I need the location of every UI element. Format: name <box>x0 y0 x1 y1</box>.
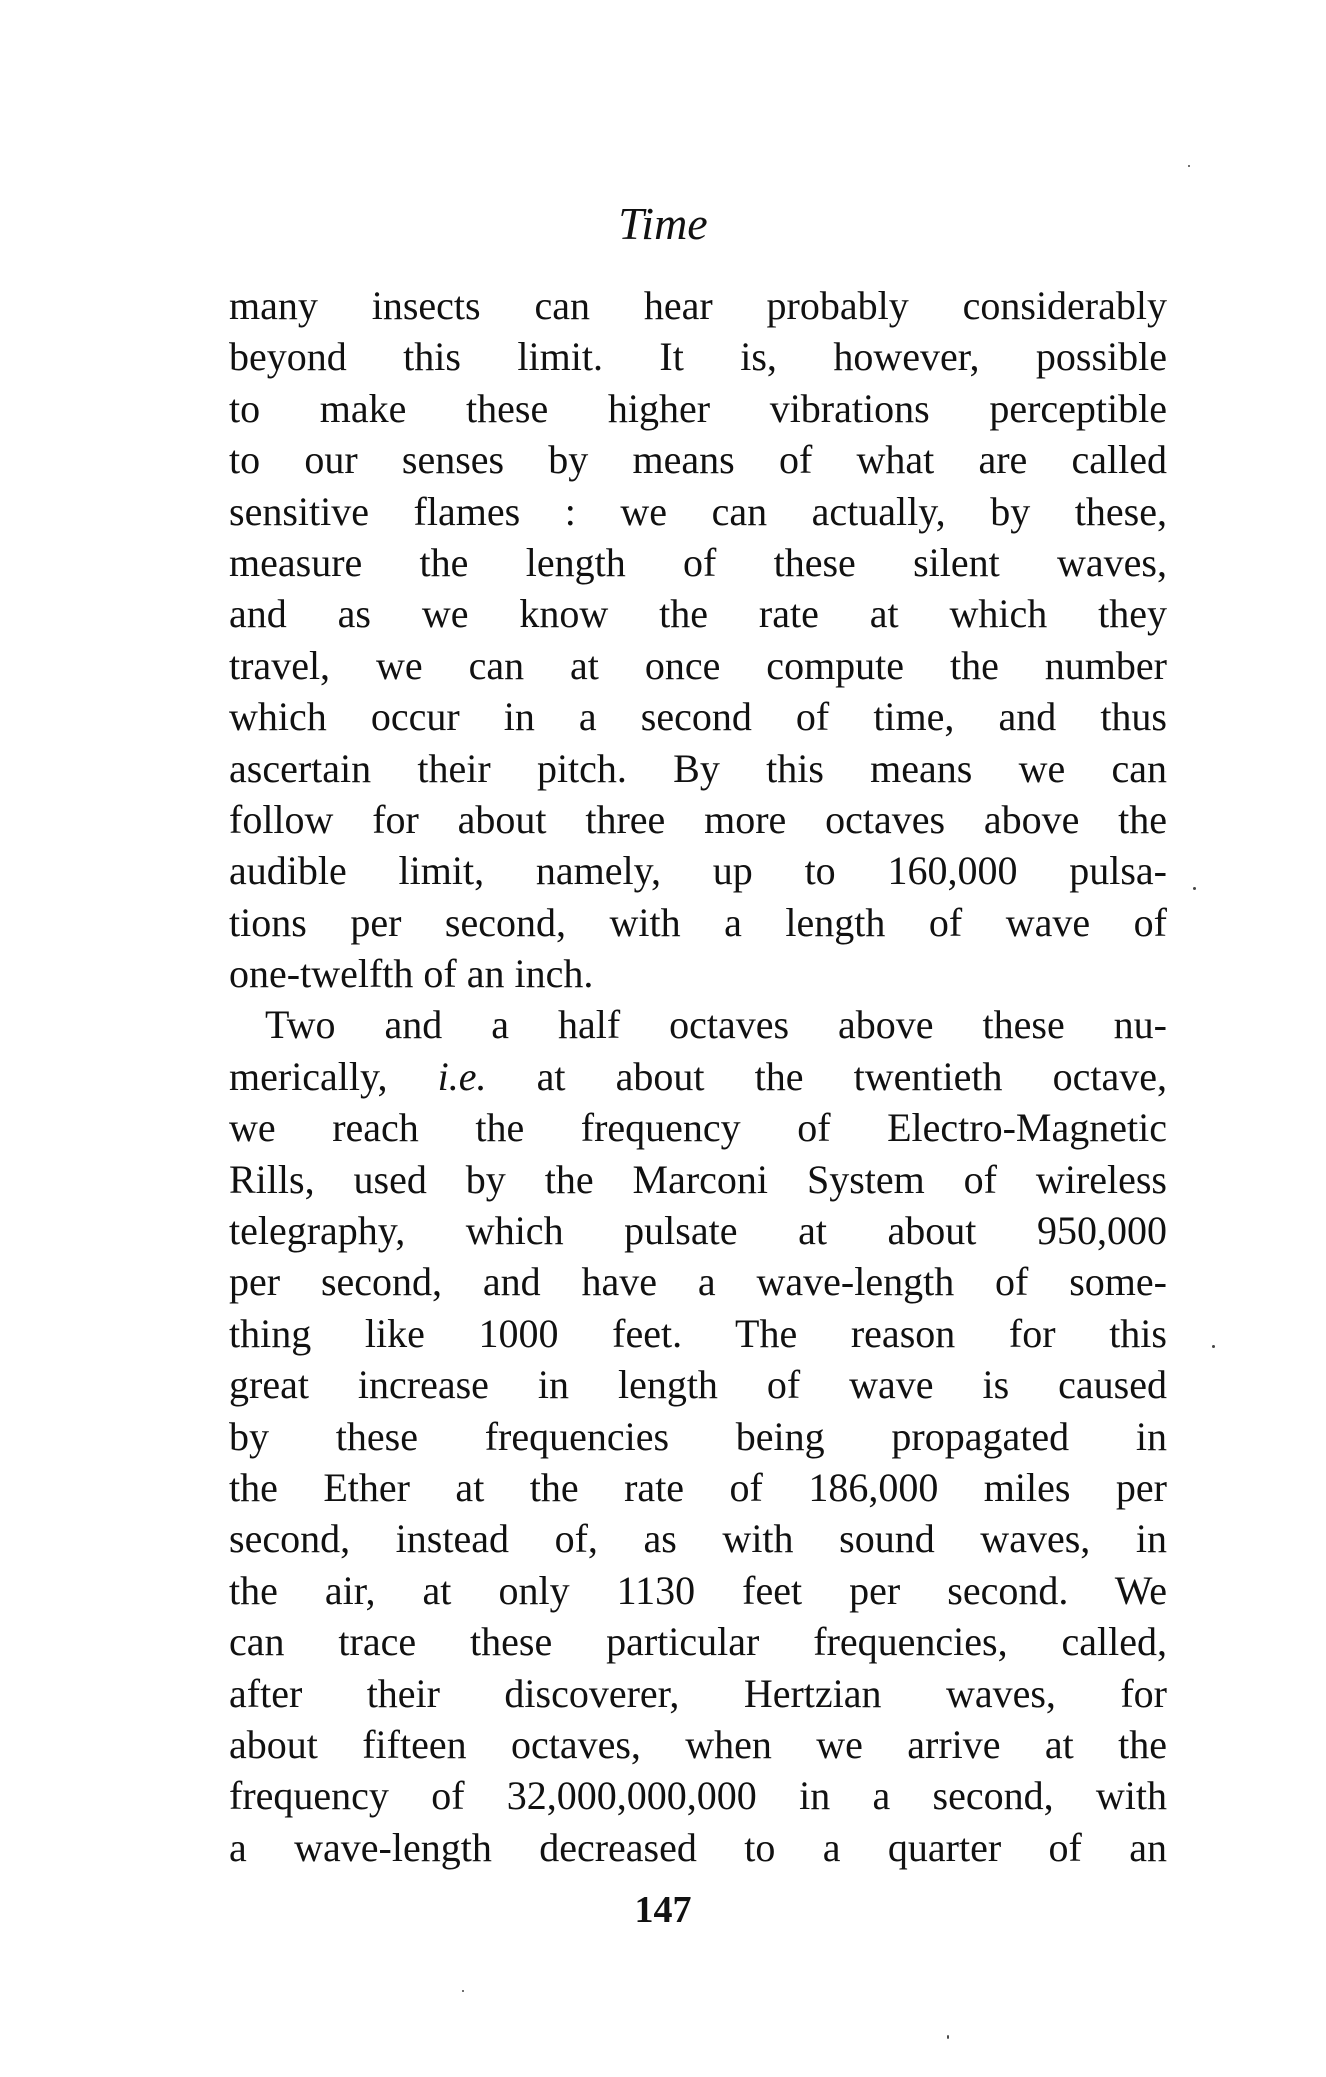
text-line: great increase in length of wave is caused <box>229 1362 1167 1408</box>
text-line: by these frequencies being propagated in <box>229 1413 1167 1459</box>
text-line: tions per second, with a length of wave of <box>229 899 1167 945</box>
text-line: sensitive flames : we can actually, by these, <box>229 488 1167 534</box>
text-line: ascertain their pitch. By this means we can <box>229 745 1167 791</box>
text-line: thing like 1000 feet. The reason for this <box>229 1310 1167 1356</box>
text-line: about fifteen octaves, when we arrive at the <box>229 1721 1167 1767</box>
text-line: to make these higher vibrations perceptible <box>229 385 1167 431</box>
text-line: telegraphy, which pulsate at about 950,000 <box>229 1208 1167 1254</box>
text-run: merically, <box>229 1053 438 1099</box>
text-line: to our senses by means of what are called <box>229 437 1167 483</box>
scan-speck <box>1212 1345 1215 1348</box>
paragraph-2 <box>229 999 1167 1873</box>
scan-speck <box>1193 887 1196 890</box>
text-line: the Ether at the rate of 186,000 miles per <box>229 1464 1167 1510</box>
text-line: frequency of 32,000,000,000 in a second, with <box>229 1773 1167 1819</box>
text-line: Rills, used by the Marconi System of wireless <box>229 1156 1167 1202</box>
text-line: audible limit, namely, up to 160,000 pulsa- <box>229 848 1167 894</box>
text-line-paragraph-end: one-twelfth of an inch. <box>229 951 594 997</box>
paragraph-1 <box>229 280 1167 999</box>
text-line: can trace these particular frequencies, called, <box>229 1619 1167 1665</box>
scan-speck <box>947 2035 949 2039</box>
text-line: follow for about three more octaves above the <box>229 796 1167 842</box>
text-line: and as we know the rate at which they <box>229 591 1167 637</box>
text-line-indented: Two and a half octaves above these nu- <box>265 1002 1167 1048</box>
text-line: beyond this limit. It is, however, possible <box>229 334 1167 380</box>
text-line: travel, we can at once compute the number <box>229 642 1167 688</box>
text-line: per second, and have a wave-length of some- <box>229 1259 1167 1305</box>
italic-abbreviation: i.e. <box>437 1053 487 1099</box>
text-line: second, instead of, as with sound waves, in <box>229 1516 1167 1562</box>
text-line: measure the length of these silent waves, <box>229 539 1167 585</box>
text-line: many insects can hear probably considerably <box>229 283 1167 328</box>
text-line: we reach the frequency of Electro-Magnetic <box>229 1105 1167 1151</box>
body-text <box>229 280 1167 1873</box>
text-run: at about the twentieth octave, <box>486 1053 1168 1099</box>
scan-speck <box>462 1990 464 1992</box>
page-number: 147 <box>634 1889 692 1931</box>
running-head: Time <box>618 198 708 249</box>
scan-speck <box>1188 165 1190 167</box>
text-line-with-italic <box>229 1051 1167 1102</box>
text-line: which occur in a second of time, and thus <box>229 694 1167 740</box>
text-line: the air, at only 1130 feet per second. We <box>229 1567 1167 1613</box>
text-line: after their discoverer, Hertzian waves, for <box>229 1670 1167 1716</box>
text-line: a wave-length decreased to a quarter of an <box>229 1824 1167 1870</box>
